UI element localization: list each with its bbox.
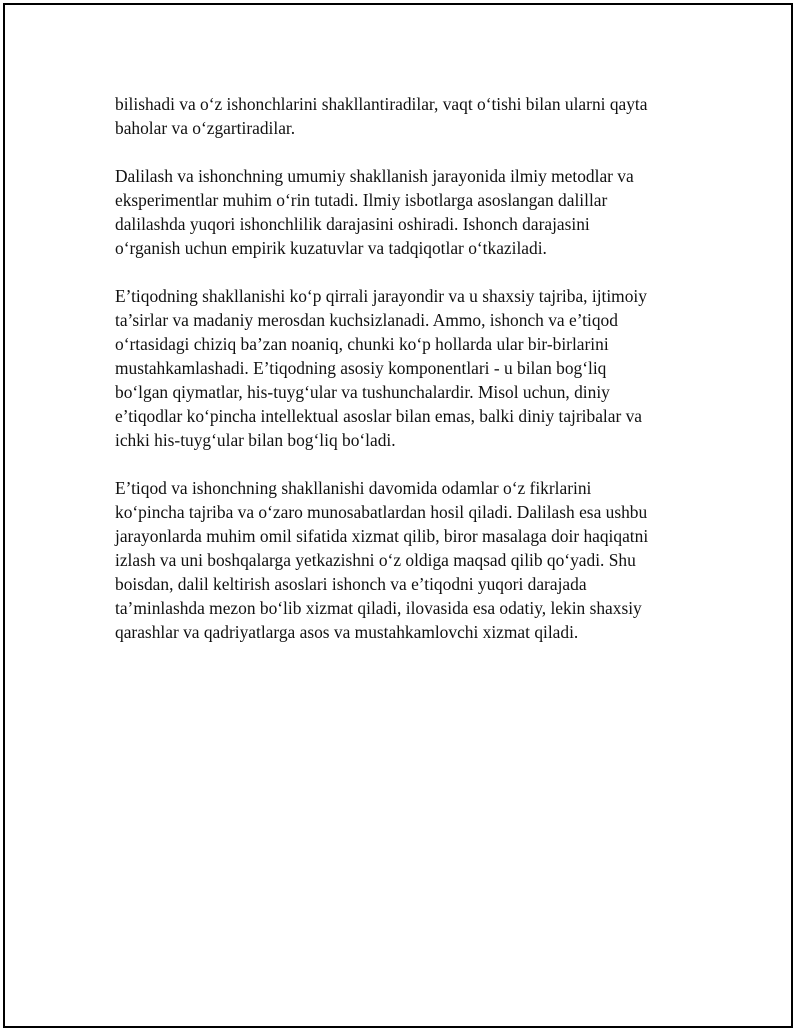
paragraph-4 <box>115 476 695 644</box>
paragraph-2 <box>115 164 695 260</box>
text-line: ta’sirlar va madaniy merosdan kuchsizlanadi. Ammo, ishonch va e’tiqod <box>115 310 618 330</box>
text-line: Dalilash va ishonchning umumiy shakllanish jarayonida ilmiy metodlar va <box>115 166 634 186</box>
text-line: mustahkamlashadi. E’tiqodning asosiy komponentlari - u bilan bog‘liq <box>115 358 607 378</box>
text-line: o‘rganish uchun empirik kuzatuvlar va tadqiqotlar o‘tkaziladi. <box>115 238 547 258</box>
text-line: o‘rtasidagi chiziq ba’zan noaniq, chunki ko‘p hollarda ular bir-birlarini <box>115 334 609 354</box>
text-line: e’tiqodlar ko‘pincha intellektual asoslar bilan emas, balki diniy tajribalar va <box>115 406 643 426</box>
text-line: ichki his-tuyg‘ular bilan bog‘liq bo‘ladi. <box>115 430 396 450</box>
text-line: ta’minlashda mezon bo‘lib xizmat qiladi, ilovasida esa odatiy, lekin shaxsiy <box>115 598 642 618</box>
text-line: ko‘pincha tajriba va o‘zaro munosabatlardan hosil qiladi. Dalilash esa ushbu <box>115 502 648 522</box>
text-line: E’tiqodning shakllanishi ko‘p qirrali jarayondir va u shaxsiy tajriba, ijtimoiy <box>115 286 647 306</box>
text-line: jarayonlarda muhim omil sifatida xizmat qilib, biror masalaga doir haqiqatni <box>115 526 649 546</box>
text-line: bilishadi va o‘z ishonchlarini shakllantiradilar, vaqt o‘tishi bilan ularni qayta <box>115 94 648 114</box>
text-line: E’tiqod va ishonchning shakllanishi davomida odamlar o‘z fikrlarini <box>115 478 592 498</box>
document-body <box>115 92 695 668</box>
text-line: boisdan, dalil keltirish asoslari ishonch va e’tiqodni yuqori darajada <box>115 574 587 594</box>
paragraph-1 <box>115 92 695 140</box>
text-line: dalilashda yuqori ishonchlilik darajasini oshiradi. Ishonch darajasini <box>115 214 590 234</box>
text-line: izlash va uni boshqalarga yetkazishni o‘z oldiga maqsad qilib qo‘yadi. Shu <box>115 550 636 570</box>
text-line: qarashlar va qadriyatlarga asos va mustahkamlovchi xizmat qiladi. <box>115 622 579 642</box>
paragraph-3 <box>115 284 695 452</box>
text-line: bo‘lgan qiymatlar, his-tuyg‘ular va tushunchalardir. Misol uchun, diniy <box>115 382 610 402</box>
text-line: baholar va o‘zgartiradilar. <box>115 118 296 138</box>
text-line: eksperimentlar muhim o‘rin tutadi. Ilmiy isbotlarga asoslangan dalillar <box>115 190 608 210</box>
